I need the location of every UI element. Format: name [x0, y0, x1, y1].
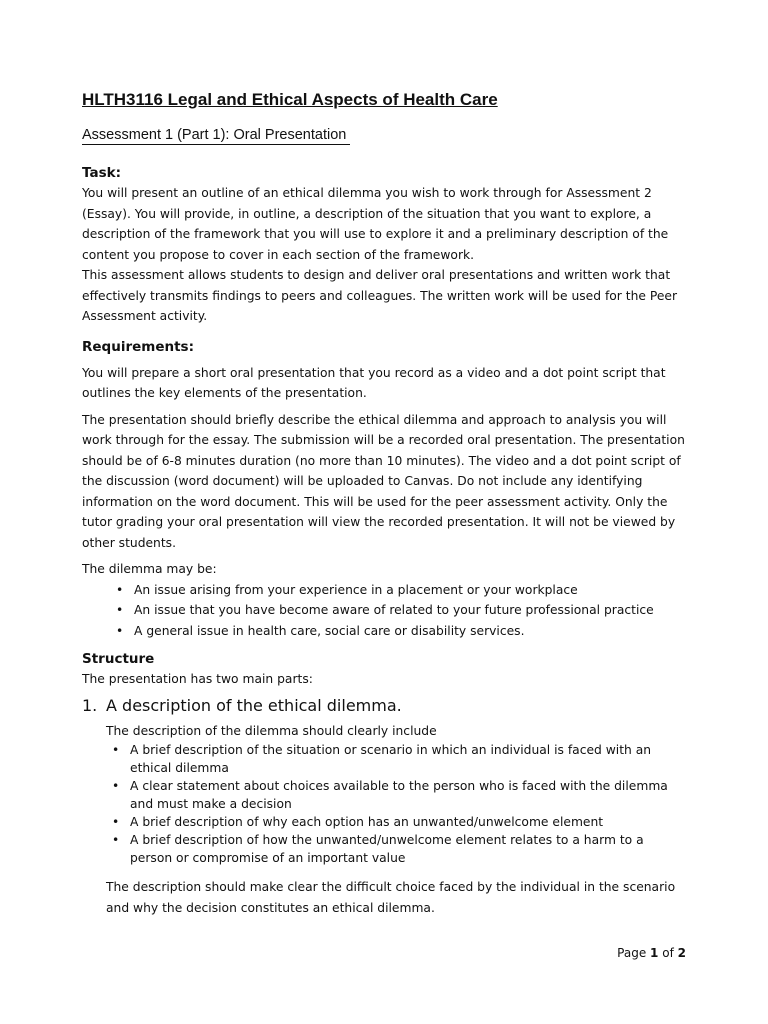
item-number: 1. [82, 695, 98, 715]
description-closing: The description should make clear the difficult choice faced by the individual in the scenario and why the decision constitutes an ethical dilemma. [106, 880, 676, 915]
description-intro: The description of the dilemma should clearly include [106, 723, 437, 738]
requirements-heading: Requirements: [82, 338, 194, 355]
page-total: 2 [677, 946, 686, 960]
of-word: of [662, 946, 674, 960]
task-heading: Task: [82, 165, 121, 181]
page-word: Page [617, 946, 647, 960]
page-current: 1 [650, 946, 659, 960]
dilemma-intro: The dilemma may be: [82, 562, 217, 576]
page-number-footer [617, 946, 686, 960]
task-paragraph-1: You will present an outline of an ethical dilemma you wish to work through for Assessment 2 (Essay). You will provide, in outline, a description of the situation that you want to explore, a description of the framework that you will use to explore it and a preliminary description of the content you propose to cover in each section of the framework. [82, 186, 669, 262]
requirements-paragraph-2: The presentation should briefly describe the ethical dilemma and approach to analysis you will work through for the essay. The submission will be a recorded oral presentation. The presentation should be of 6-8 minutes duration (no more than 10 minutes). The video and a dot point script of the discussion (word document) will be uploaded to Canvas. Do not include any identifying information on the word document. This will be used for the peer assessment activity. Only the tutor grading your oral presentation will view the recorded presentation. It will not be viewed by other students. [82, 412, 685, 550]
task-paragraph-2: This assessment allows students to design and deliver oral presentations and written work that effectively transmits findings to peers and colleagues. The written work will be used for the Peer Assessment activity. [82, 268, 678, 323]
dilemma-list [82, 580, 688, 642]
list-item: • A brief description of the situation or scenario in which an individual is faced with an ethical dilemma [112, 741, 688, 777]
document-page [82, 90, 688, 918]
item-label: A description of the ethical dilemma. [106, 695, 402, 715]
list-item: • A brief description of how the unwanted/unwelcome element relates to a harm to a person or compromise of an important value [112, 831, 688, 867]
list-item: • An issue that you have become aware of related to your future professional practice [116, 600, 688, 621]
description-list [82, 741, 688, 867]
structure-heading: Structure [82, 651, 155, 667]
assessment-subtitle: Assessment 1 (Part 1): Oral Presentation [82, 126, 350, 145]
list-item: • A brief description of why each option has an unwanted/unwelcome element [112, 813, 688, 831]
document-title: HLTH3116 Legal and Ethical Aspects of Health Care [82, 90, 498, 109]
structure-intro: The presentation has two main parts: [82, 672, 313, 686]
requirements-paragraph-1: You will prepare a short oral presentation that you record as a video and a dot point script that outlines the key elements of the presentation. [82, 365, 666, 400]
list-item: • A general issue in health care, social care or disability services. [116, 621, 688, 642]
list-item: • An issue arising from your experience in a placement or your workplace [116, 580, 688, 601]
list-item: • A clear statement about choices available to the person who is faced with the dilemma and must make a decision [112, 777, 688, 813]
structure-item-1 [82, 696, 688, 715]
